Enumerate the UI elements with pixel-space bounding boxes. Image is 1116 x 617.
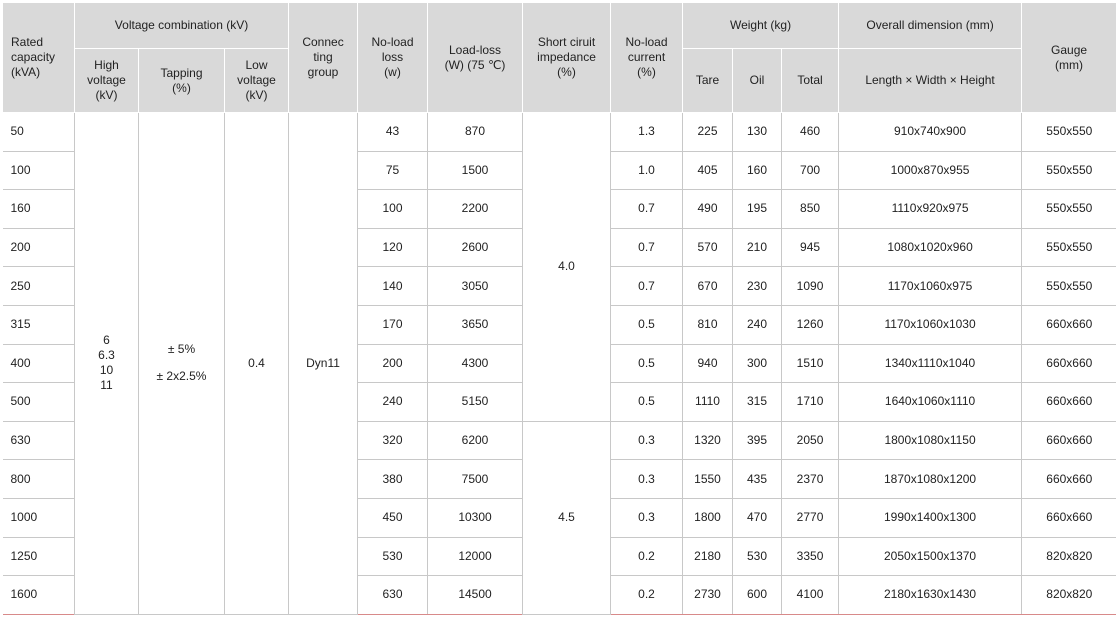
header-overall-dimension: Overall dimension (mm) [839,3,1022,49]
cell-tare: 940 [683,344,733,383]
cell-tapping-shared: ± 5% ± 2x2.5% [139,113,225,615]
cell-impedance-group-2: 4.5 [523,421,611,614]
cell-capacity: 315 [3,305,75,344]
cell-no-load-loss: 170 [358,305,428,344]
cell-no-load-loss: 240 [358,383,428,422]
cell-load-loss: 1500 [428,151,523,190]
cell-no-load-loss: 140 [358,267,428,306]
cell-no-load-current: 0.3 [611,460,683,499]
cell-no-load-current: 0.5 [611,383,683,422]
cell-load-loss: 4300 [428,344,523,383]
cell-connecting-group-shared: Dyn11 [289,113,358,615]
cell-oil: 470 [733,498,782,537]
cell-load-loss: 10300 [428,498,523,537]
cell-gauge: 550x550 [1022,228,1116,267]
cell-total: 2770 [782,498,839,537]
header-voltage-combination: Voltage combination (kV) [75,3,289,49]
cell-dimension: 1870x1080x1200 [839,460,1022,499]
cell-total: 1090 [782,267,839,306]
cell-impedance-group-1: 4.0 [523,113,611,422]
cell-load-loss: 870 [428,113,523,152]
cell-no-load-current: 0.7 [611,267,683,306]
cell-load-loss: 3050 [428,267,523,306]
header-total: Total [782,49,839,113]
cell-no-load-current: 0.5 [611,344,683,383]
cell-no-load-current: 0.7 [611,228,683,267]
cell-gauge: 660x660 [1022,305,1116,344]
cell-total: 2370 [782,460,839,499]
cell-load-loss: 7500 [428,460,523,499]
cell-no-load-current: 0.7 [611,190,683,229]
header-rated-capacity: Rated capacity (kVA) [3,3,75,113]
cell-dimension: 1990x1400x1300 [839,498,1022,537]
cell-dimension: 2050x1500x1370 [839,537,1022,576]
cell-tare: 1320 [683,421,733,460]
header-tapping: Tapping (%) [139,49,225,113]
transformer-spec-table [2,2,1116,615]
cell-no-load-current: 0.2 [611,576,683,615]
cell-no-load-loss: 380 [358,460,428,499]
cell-capacity: 1000 [3,498,75,537]
cell-load-loss: 3650 [428,305,523,344]
cell-capacity: 630 [3,421,75,460]
cell-dimension: 1110x920x975 [839,190,1022,229]
cell-no-load-current: 1.3 [611,113,683,152]
cell-no-load-current: 1.0 [611,151,683,190]
header-short-circuit-impedance: Short ciruit impedance (%) [523,3,611,113]
cell-total: 2050 [782,421,839,460]
cell-capacity: 1250 [3,537,75,576]
cell-tare: 670 [683,267,733,306]
header-dimension-sub: Length × Width × Height [839,49,1022,113]
cell-gauge: 550x550 [1022,267,1116,306]
cell-gauge: 820x820 [1022,537,1116,576]
cell-oil: 300 [733,344,782,383]
cell-tare: 225 [683,113,733,152]
cell-dimension: 1340x1110x1040 [839,344,1022,383]
cell-gauge: 550x550 [1022,190,1116,229]
cell-no-load-current: 0.2 [611,537,683,576]
header-tare: Tare [683,49,733,113]
cell-dimension: 1080x1020x960 [839,228,1022,267]
cell-dimension: 1170x1060x975 [839,267,1022,306]
cell-oil: 195 [733,190,782,229]
cell-total: 4100 [782,576,839,615]
cell-oil: 160 [733,151,782,190]
cell-no-load-current: 0.3 [611,498,683,537]
cell-capacity: 400 [3,344,75,383]
cell-low-voltage-shared: 0.4 [225,113,289,615]
header-no-load-current: No-load current (%) [611,3,683,113]
cell-gauge: 660x660 [1022,421,1116,460]
cell-load-loss: 2200 [428,190,523,229]
cell-dimension: 1170x1060x1030 [839,305,1022,344]
cell-capacity: 200 [3,228,75,267]
header-gauge: Gauge (mm) [1022,3,1116,113]
cell-no-load-current: 0.5 [611,305,683,344]
cell-high-voltage-shared: 6 6.3 10 11 [75,113,139,615]
cell-tare: 1550 [683,460,733,499]
cell-load-loss: 14500 [428,576,523,615]
cell-oil: 130 [733,113,782,152]
cell-capacity: 250 [3,267,75,306]
cell-dimension: 910x740x900 [839,113,1022,152]
cell-gauge: 550x550 [1022,113,1116,152]
cell-oil: 600 [733,576,782,615]
cell-total: 1260 [782,305,839,344]
cell-no-load-loss: 320 [358,421,428,460]
cell-oil: 315 [733,383,782,422]
header-load-loss: Load-loss (W) (75 ℃) [428,3,523,113]
cell-tare: 810 [683,305,733,344]
cell-oil: 435 [733,460,782,499]
cell-capacity: 50 [3,113,75,152]
cell-tare: 1110 [683,383,733,422]
cell-gauge: 660x660 [1022,460,1116,499]
cell-no-load-current: 0.3 [611,421,683,460]
cell-oil: 530 [733,537,782,576]
cell-capacity: 1600 [3,576,75,615]
cell-oil: 210 [733,228,782,267]
cell-total: 850 [782,190,839,229]
header-no-load-loss: No-load loss (w) [358,3,428,113]
cell-load-loss: 5150 [428,383,523,422]
cell-total: 3350 [782,537,839,576]
cell-no-load-loss: 450 [358,498,428,537]
header-low-voltage: Low voltage (kV) [225,49,289,113]
cell-dimension: 1640x1060x1110 [839,383,1022,422]
header-high-voltage: High voltage (kV) [75,49,139,113]
cell-oil: 240 [733,305,782,344]
cell-load-loss: 12000 [428,537,523,576]
cell-total: 1710 [782,383,839,422]
cell-gauge: 660x660 [1022,383,1116,422]
cell-total: 460 [782,113,839,152]
cell-capacity: 800 [3,460,75,499]
cell-tare: 405 [683,151,733,190]
cell-no-load-loss: 530 [358,537,428,576]
cell-total: 945 [782,228,839,267]
cell-load-loss: 6200 [428,421,523,460]
cell-capacity: 100 [3,151,75,190]
cell-no-load-loss: 120 [358,228,428,267]
cell-tare: 1800 [683,498,733,537]
cell-total: 1510 [782,344,839,383]
cell-dimension: 2180x1630x1430 [839,576,1022,615]
cell-tare: 570 [683,228,733,267]
cell-capacity: 500 [3,383,75,422]
cell-gauge: 660x660 [1022,498,1116,537]
cell-tare: 2180 [683,537,733,576]
cell-gauge: 820x820 [1022,576,1116,615]
spec-table-body [3,113,1116,615]
cell-oil: 395 [733,421,782,460]
cell-dimension: 1800x1080x1150 [839,421,1022,460]
cell-dimension: 1000x870x955 [839,151,1022,190]
header-oil: Oil [733,49,782,113]
cell-capacity: 160 [3,190,75,229]
cell-tare: 490 [683,190,733,229]
cell-load-loss: 2600 [428,228,523,267]
cell-tare: 2730 [683,576,733,615]
cell-no-load-loss: 75 [358,151,428,190]
cell-gauge: 550x550 [1022,151,1116,190]
cell-gauge: 660x660 [1022,344,1116,383]
header-connecting-group: Connec ting group [289,3,358,113]
cell-oil: 230 [733,267,782,306]
cell-no-load-loss: 43 [358,113,428,152]
table-row [3,113,1116,152]
cell-total: 700 [782,151,839,190]
cell-no-load-loss: 100 [358,190,428,229]
header-weight: Weight (kg) [683,3,839,49]
cell-no-load-loss: 630 [358,576,428,615]
cell-no-load-loss: 200 [358,344,428,383]
